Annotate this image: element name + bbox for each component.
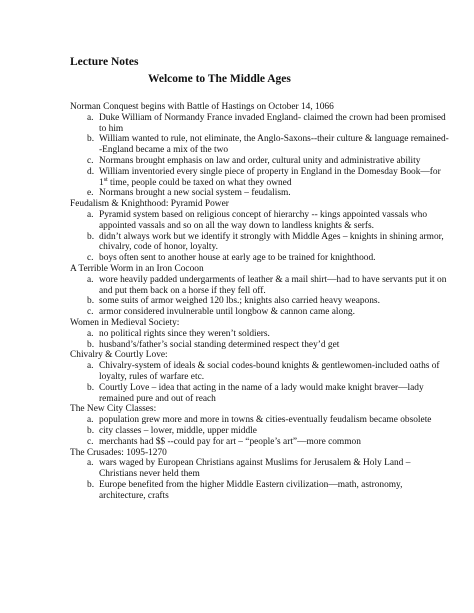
list-item-marker: b. xyxy=(87,231,95,242)
list-item-marker: d. xyxy=(87,166,95,177)
list-item-text: merchants had $$ --could pay for art – “people’s art”—more common xyxy=(99,436,361,447)
list-item-marker: b. xyxy=(87,382,95,393)
list-item-marker: a. xyxy=(87,112,94,123)
section-heading: The Crusades: 1095-1270 xyxy=(70,447,167,458)
section-item-list xyxy=(70,361,450,404)
list-item xyxy=(70,188,450,199)
list-item-marker: b. xyxy=(87,479,95,490)
list-item-text: armor considered invulnerable until longbow & cannon came along. xyxy=(99,307,355,318)
list-item-text: Courtly Love – idea that acting in the name of a lady would make knight braver—lady remained pure and out of reach xyxy=(99,382,424,404)
list-item xyxy=(70,383,450,405)
list-item-text: Europe benefited from the higher Middle Eastern civilization—math, astronomy, architecture, crafts xyxy=(99,479,403,501)
list-item xyxy=(70,113,450,135)
list-item-marker: b. xyxy=(87,339,95,350)
list-item-marker: a. xyxy=(87,361,94,372)
section-heading: A Terrible Worm in an Iron Cocoon xyxy=(70,263,204,274)
list-item-marker: a. xyxy=(87,274,94,285)
section-item-list xyxy=(70,275,450,318)
list-item-text: William wanted to rule, not eliminate, the Anglo-Saxons--their culture & language remained--England became a mix of the two xyxy=(99,134,449,156)
notes-section xyxy=(70,264,450,318)
section-heading: Women in Medieval Society: xyxy=(70,317,180,328)
list-item xyxy=(70,296,450,307)
list-item-text: didn’t always work but we identify it strongly with Middle Ages – knights in shining armor, chivalry, code of honor, loyalty. xyxy=(99,231,444,253)
list-item-text: city classes – lower, middle, upper middle xyxy=(99,425,257,436)
list-item-marker: b. xyxy=(87,425,95,436)
notes-section xyxy=(70,448,450,502)
list-item-marker: b. xyxy=(87,296,95,307)
section-heading: Chivalry & Courtly Love: xyxy=(70,350,168,361)
list-item xyxy=(70,329,450,340)
list-item xyxy=(70,275,450,297)
list-item-text: Normans brought emphasis on law and order, cultural unity and administrative ability xyxy=(99,155,421,166)
list-item-text: boys often sent to another house at early age to be trained for knighthood. xyxy=(99,253,376,264)
notes-section xyxy=(70,102,450,199)
list-item-text: some suits of armor weighed 120 lbs.; knights also carried heavy weapons. xyxy=(99,296,380,307)
lecture-notes-label: Lecture Notes xyxy=(70,56,139,68)
list-item-text: husband’s/father’s social standing determined respect they’d get xyxy=(99,339,340,350)
list-item-text: Normans brought a new social system – feudalism. xyxy=(99,188,291,199)
list-item-marker: a. xyxy=(87,209,94,220)
list-item-marker: e. xyxy=(87,188,94,199)
list-item xyxy=(70,458,450,480)
notes-section xyxy=(70,404,450,447)
section-item-list xyxy=(70,458,450,501)
list-item xyxy=(70,426,450,437)
list-item xyxy=(70,415,450,426)
notes-body xyxy=(70,102,450,501)
section-item-list xyxy=(70,113,450,199)
list-item xyxy=(70,134,450,156)
list-item-text: wore heavily padded undergarments of leather & a mail shirt—had to have servants put it on and put them back on a horse if they fell off. xyxy=(99,274,447,296)
list-item-text: Pyramid system based on religious concept of hierarchy -- kings appointed vassals who appointed vassals and so on all the way down to landless knights & serfs. xyxy=(99,209,428,231)
section-item-list xyxy=(70,329,450,351)
section-item-list xyxy=(70,210,450,264)
list-item-text: population grew more and more in towns & cities-eventually feudalism became obsolete xyxy=(99,415,432,426)
list-item-marker: a. xyxy=(87,415,94,426)
notes-section xyxy=(70,350,450,404)
list-item-marker: c. xyxy=(87,253,94,264)
list-item xyxy=(70,167,450,189)
section-heading: Feudalism & Knighthood: Pyramid Power xyxy=(70,199,229,210)
section-item-list xyxy=(70,415,450,447)
list-item-marker: c. xyxy=(87,436,94,447)
page-title: Welcome to The Middle Ages xyxy=(148,73,291,85)
list-item xyxy=(70,210,450,232)
list-item-text: no political rights since they weren’t soldiers. xyxy=(99,328,270,339)
list-item-marker: c. xyxy=(87,155,94,166)
list-item-text: William inventoried every single piece of property in England in the Domesday Book—for 1st time, people could be taxed on what they owned xyxy=(99,166,441,188)
notes-section xyxy=(70,318,450,350)
list-item-marker: c. xyxy=(87,307,94,318)
list-item xyxy=(70,253,450,264)
list-item-text: Chivalry-system of ideals & social codes-bound knights & gentlewomen-included oaths of loyalty, rules of warfare etc. xyxy=(99,361,440,382)
list-item-text: Duke William of Normandy France invaded England- claimed the crown had been promised to him xyxy=(99,112,446,134)
list-item-text: wars waged by European Christians against Muslims for Jerusalem & Holy Land – Christians never held them xyxy=(99,458,411,480)
list-item-marker: b. xyxy=(87,134,95,145)
list-item xyxy=(70,340,450,351)
list-item-marker: a. xyxy=(87,458,94,469)
notes-section xyxy=(70,199,450,264)
section-heading: The New City Classes: xyxy=(70,404,157,415)
section-heading: Norman Conquest begins with Battle of Hastings on October 14, 1066 xyxy=(70,102,334,112)
list-item xyxy=(70,307,450,318)
list-item xyxy=(70,437,450,448)
list-item-marker: a. xyxy=(87,328,94,339)
list-item xyxy=(70,156,450,167)
list-item xyxy=(70,232,450,254)
list-item xyxy=(70,480,450,502)
list-item xyxy=(70,361,450,383)
